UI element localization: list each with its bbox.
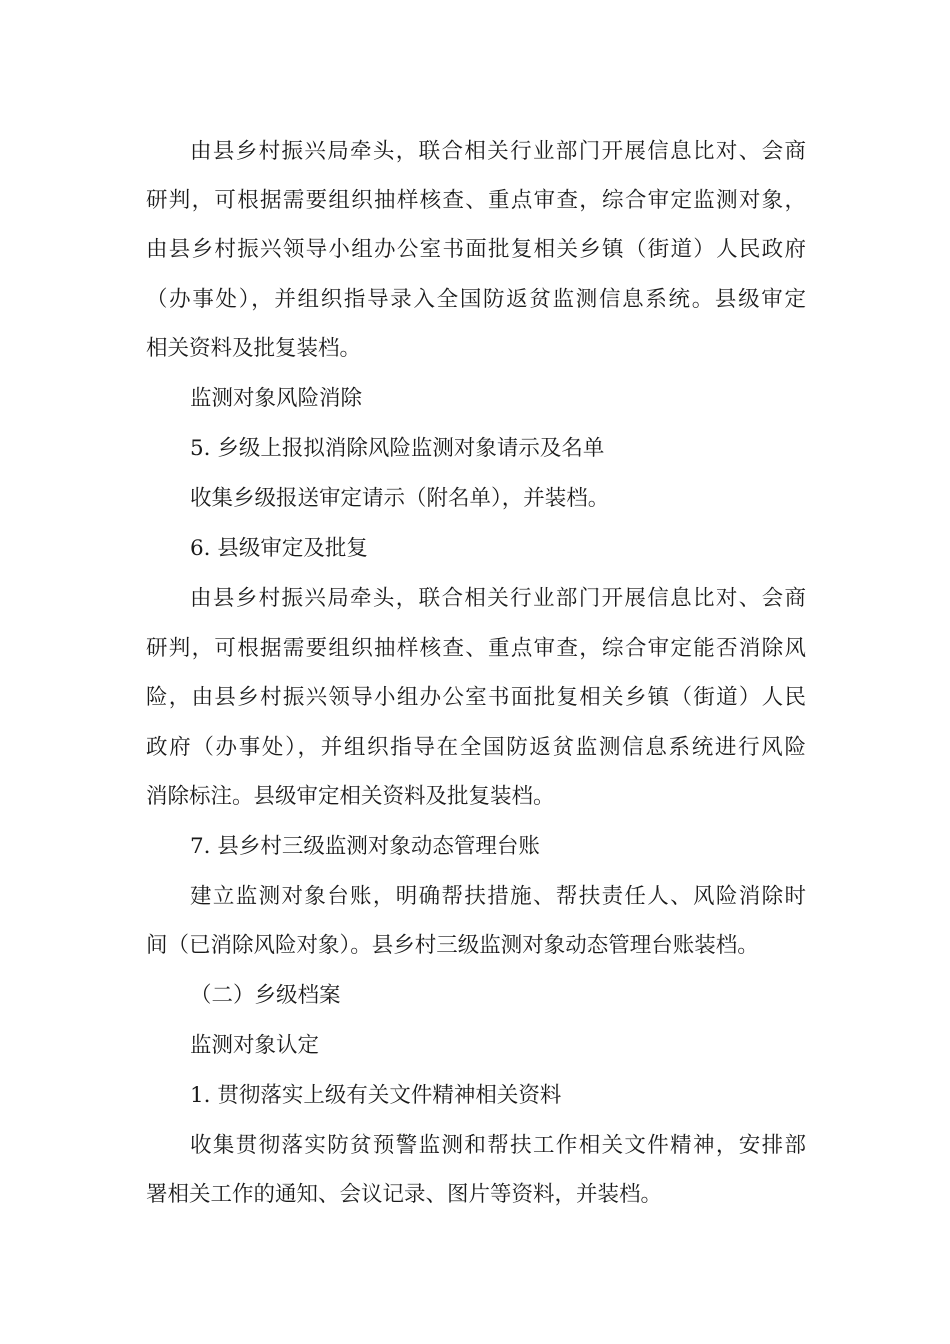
item-5-body: 收集乡级报送审定请示（附名单），并装档。 xyxy=(190,486,610,511)
paragraph-line: 建立监测对象台账，明确帮扶措施、帮扶责任人、风险消除时 xyxy=(190,884,806,909)
paragraph-line: 收集贯彻落实防贫预警监测和帮扶工作相关文件精神，安排部 xyxy=(190,1133,806,1158)
paragraph-line: （办事处），并组织指导录入全国防返贫监测信息系统。县级审定 xyxy=(146,287,806,312)
item-7-title: 7. 县乡村三级监测对象动态管理台账 xyxy=(190,834,540,859)
subheading-risk-removal: 监测对象风险消除 xyxy=(190,386,363,411)
subheading-identification: 监测对象认定 xyxy=(190,1033,320,1058)
item-1-title: 1. 贯彻落实上级有关文件精神相关资料 xyxy=(190,1083,562,1108)
item-5-title: 5. 乡级上报拟消除风险监测对象请示及名单 xyxy=(190,436,605,461)
paragraph-line: 由县乡村振兴局牵头，联合相关行业部门开展信息比对、会商 xyxy=(190,586,806,611)
paragraph-line: 险，由县乡村振兴领导小组办公室书面批复相关乡镇（街道）人民 xyxy=(146,685,806,710)
paragraph-line: 由县乡村振兴领导小组办公室书面批复相关乡镇（街道）人民政府 xyxy=(146,237,806,262)
paragraph-line: 研判，可根据需要组织抽样核查、重点审查，综合审定监测对象， xyxy=(146,188,806,213)
paragraph-line: 相关资料及批复装档。 xyxy=(146,336,362,361)
paragraph-line: 消除标注。县级审定相关资料及批复装档。 xyxy=(146,784,555,809)
paragraph-line: 署相关工作的通知、会议记录、图片等资料，并装档。 xyxy=(146,1182,663,1207)
paragraph-line: 研判，可根据需要组织抽样核查、重点审查，综合审定能否消除风 xyxy=(146,636,806,661)
item-6-title: 6. 县级审定及批复 xyxy=(190,536,368,561)
paragraph-line: 由县乡村振兴局牵头，联合相关行业部门开展信息比对、会商 xyxy=(190,139,806,164)
paragraph-line: 间（已消除风险对象）。县乡村三级监测对象动态管理台账装档。 xyxy=(146,933,759,958)
section-2-title: （二）乡级档案 xyxy=(190,983,341,1008)
paragraph-line: 政府（办事处），并组织指导在全国防返贫监测信息系统进行风险 xyxy=(146,735,806,760)
